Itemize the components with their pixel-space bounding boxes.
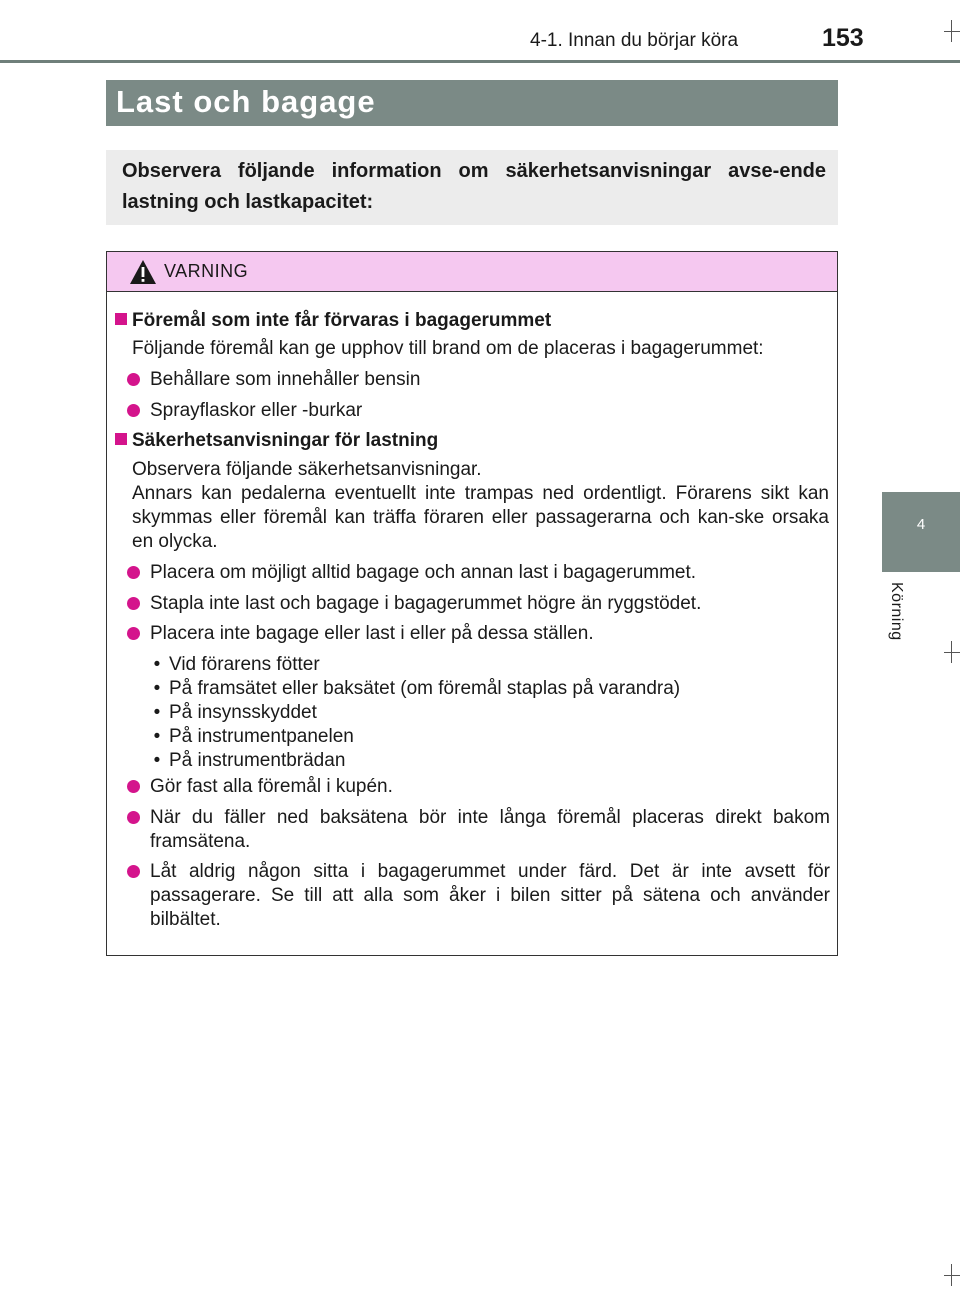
list-item-text: Låt aldrig någon sitta i bagagerummet under färd. Det är inte avsett för passagerare. Se till att alla som åker i bilen sitter på sätena och använder bilbältet. — [150, 861, 830, 930]
bullet-dot-icon: • — [153, 750, 161, 771]
list-item — [115, 368, 830, 392]
list-item — [115, 399, 830, 423]
crop-mark — [944, 652, 960, 653]
warning-header — [107, 252, 837, 292]
crop-mark — [944, 1275, 960, 1276]
sub-list-item — [145, 653, 680, 677]
list-item-text: Placera inte bagage eller last i eller på dessa ställen. — [150, 623, 594, 644]
list-item-text: Placera om möjligt alltid bagage och annan last i bagagerummet. — [150, 562, 697, 583]
circle-bullet-icon — [127, 627, 140, 640]
list-item — [115, 592, 830, 616]
circle-bullet-icon — [127, 404, 140, 417]
sub-list-item — [145, 749, 680, 773]
warning-heading-text: Föremål som inte får förvaras i bagagerummet — [132, 310, 552, 331]
list-item-text: Stapla inte last och bagage i bagagerummet högre än ryggstödet. — [150, 593, 702, 614]
sub-list-item — [145, 701, 680, 725]
sub-list — [145, 653, 680, 773]
circle-bullet-icon — [127, 811, 140, 824]
warning-title: VARNING — [164, 261, 249, 281]
page-title-bar — [106, 80, 838, 126]
warning-paragraph: Följande föremål kan ge upphov till brand om de placeras i bagagerummet: — [132, 338, 764, 359]
warning-heading — [115, 430, 438, 452]
page-title: Last och bagage — [116, 84, 376, 119]
bullet-dot-icon: • — [153, 678, 161, 699]
circle-bullet-icon — [127, 780, 140, 793]
list-item-text: Behållare som innehåller bensin — [150, 369, 421, 390]
crop-mark — [951, 20, 952, 42]
list-item — [115, 806, 830, 854]
circle-bullet-icon — [127, 597, 140, 610]
list-item — [115, 622, 830, 646]
circle-bullet-icon — [127, 865, 140, 878]
warning-paragraph: Annars kan pedalerna eventuellt inte trampas ned ordentligt. Förarens sikt kan skymmas eller föremål kan träffa föraren eller passagerarna och kan-ske orsaka en olycka. — [132, 483, 829, 552]
sub-list-item-text: På instrumentpanelen — [169, 726, 354, 747]
square-bullet-icon — [115, 433, 127, 445]
circle-bullet-icon — [127, 566, 140, 579]
list-item — [115, 775, 830, 799]
list-item — [115, 860, 830, 932]
circle-bullet-icon — [127, 373, 140, 386]
warning-paragraph: Observera följande säkerhetsanvisningar. — [132, 459, 482, 480]
bullet-dot-icon: • — [153, 654, 161, 675]
warning-triangle-icon — [129, 259, 157, 285]
page-number: 153 — [822, 24, 864, 52]
list-item-text: Gör fast alla föremål i kupén. — [150, 776, 393, 797]
intro-text: Observera följande information om säkerhetsanvisningar avse-ende lastning och lastkapacitet: — [122, 160, 826, 213]
crop-mark — [951, 641, 952, 663]
intro-box — [106, 150, 838, 225]
sub-list-item — [145, 725, 680, 749]
sub-list-item-text: Vid förarens fötter — [169, 654, 320, 675]
header-rule — [0, 60, 960, 63]
square-bullet-icon — [115, 313, 127, 325]
warning-heading — [115, 310, 551, 332]
sub-list-item-text: På instrumentbrädan — [169, 750, 346, 771]
list-item-text: När du fäller ned baksätena bör inte långa föremål placeras direkt bakom framsätena. — [150, 807, 830, 852]
sub-list-item-text: På framsätet eller baksätet (om föremål staplas på varandra) — [169, 678, 681, 699]
bullet-dot-icon: • — [153, 726, 161, 747]
chapter-label: Körning — [888, 582, 905, 641]
warning-box — [106, 251, 838, 956]
list-item-text: Sprayflaskor eller -burkar — [150, 400, 363, 421]
chapter-number: 4 — [916, 516, 926, 533]
warning-heading-text: Säkerhetsanvisningar för lastning — [132, 430, 439, 451]
crop-mark — [951, 1264, 952, 1286]
sub-list-item-text: På insynsskyddet — [169, 702, 317, 723]
section-label: 4-1. Innan du börjar köra — [530, 30, 739, 51]
crop-mark — [944, 31, 960, 32]
chapter-tab — [882, 492, 960, 572]
sub-list-item — [145, 677, 680, 701]
bullet-dot-icon: • — [153, 702, 161, 723]
list-item — [115, 561, 830, 585]
